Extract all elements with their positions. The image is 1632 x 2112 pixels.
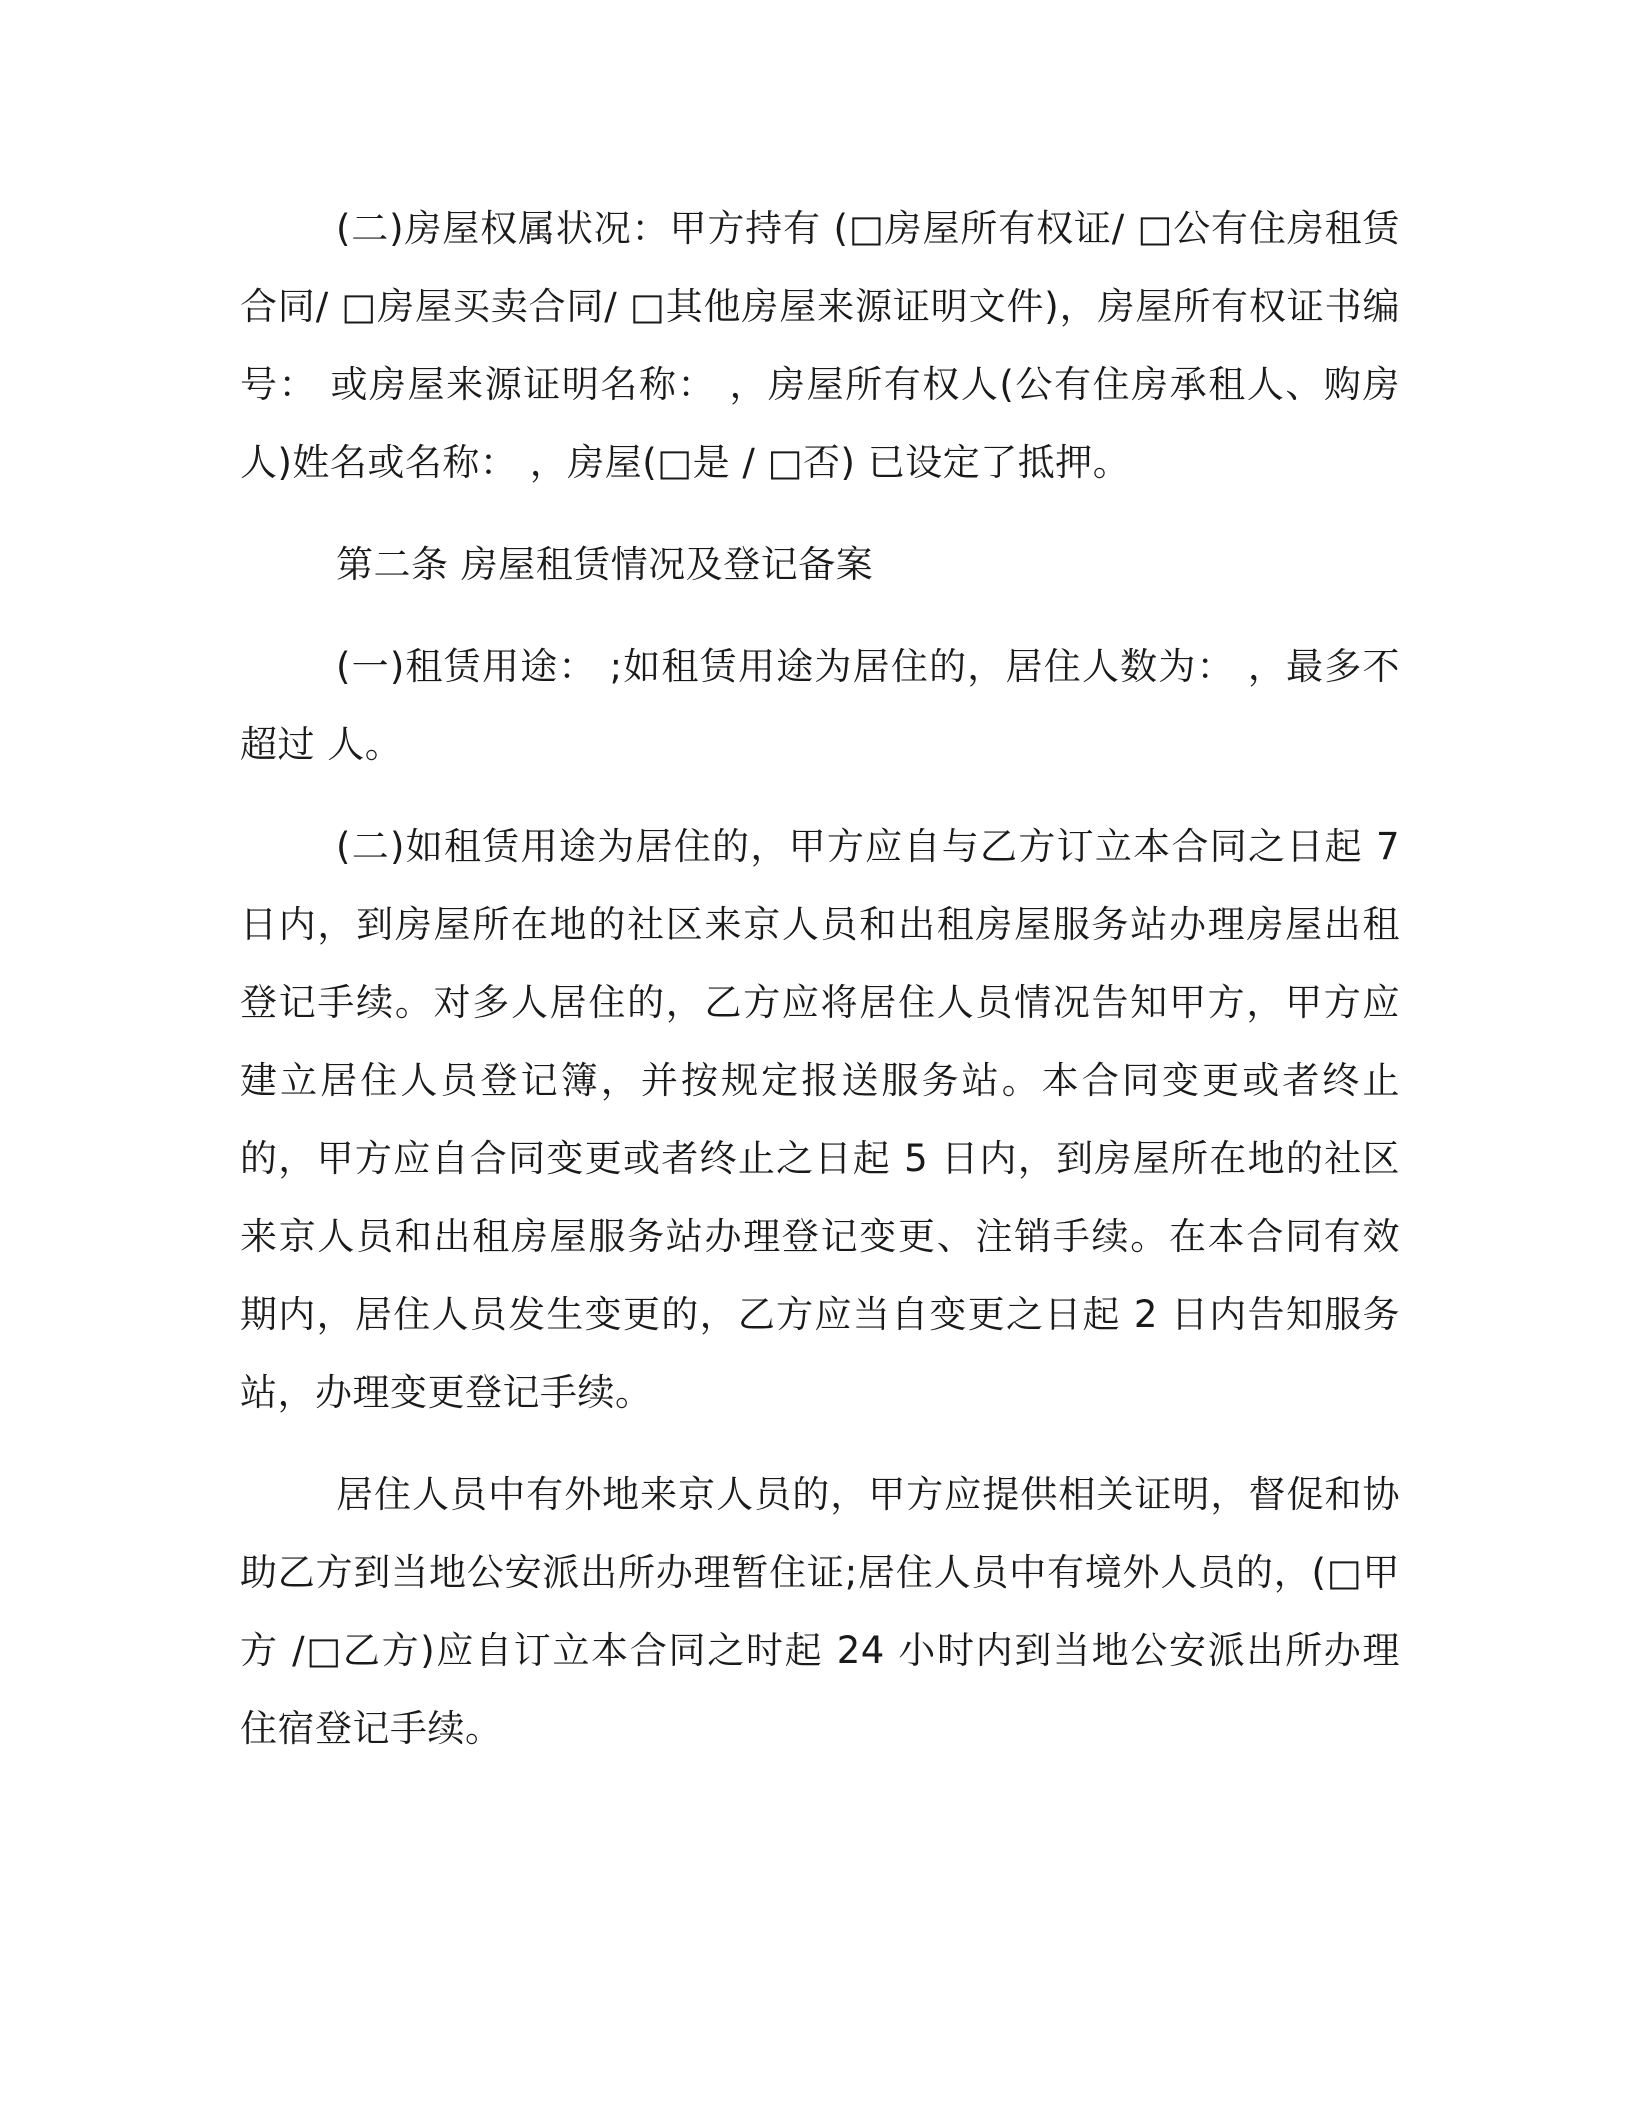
article-two-heading: 第二条 房屋租赁情况及登记备案 bbox=[336, 543, 874, 586]
paragraph-lease-purpose: (一)租赁用途： ;如租赁用途为居住的，居住人数为： ，最多不超过 人。 bbox=[240, 645, 1400, 766]
paragraph-registration: (二)如租赁用途为居住的，甲方应自与乙方订立本合同之日起 7 日内，到房屋所在地的社区来京人员和出租房屋服务站办理房屋出租登记手续。对多人居住的，乙方应将居住人员情况告知甲方，甲方应建立居住人员登记簿，并按规定报送服务站。本合同变更或者终止的，甲方应自合同变更或者终止之日起 5 日内，到房屋所在地的社区来京人员和出租房屋服务站办理登记变更、注销手续。在本合同有效期内，居住人员发生变更的，乙方应当自变更之日起 2 日内告知服务站，办理变更登记手续。 bbox=[240, 825, 1400, 1414]
paragraph-residents: 居住人员中有外地来京人员的，甲方应提供相关证明，督促和协助乙方到当地公安派出所办理暂住证;居住人员中有境外人员的，(□甲方 /□乙方)应自订立本合同之时起 24 小时内到当地公安派出所办理住宿登记手续。 bbox=[240, 1473, 1400, 1750]
document-body bbox=[240, 190, 1400, 1768]
paragraph-ownership-status: (二)房屋权属状况：甲方持有 (□房屋所有权证/ □公有住房租赁合同/ □房屋买卖合同/ □其他房屋来源证明文件)，房屋所有权证书编号： 或房屋来源证明名称： ，房屋所有权人(公有住房承租人、购房人)姓名或名称： ，房屋(□是 / □否) 已设定了抵押。 bbox=[240, 207, 1400, 484]
